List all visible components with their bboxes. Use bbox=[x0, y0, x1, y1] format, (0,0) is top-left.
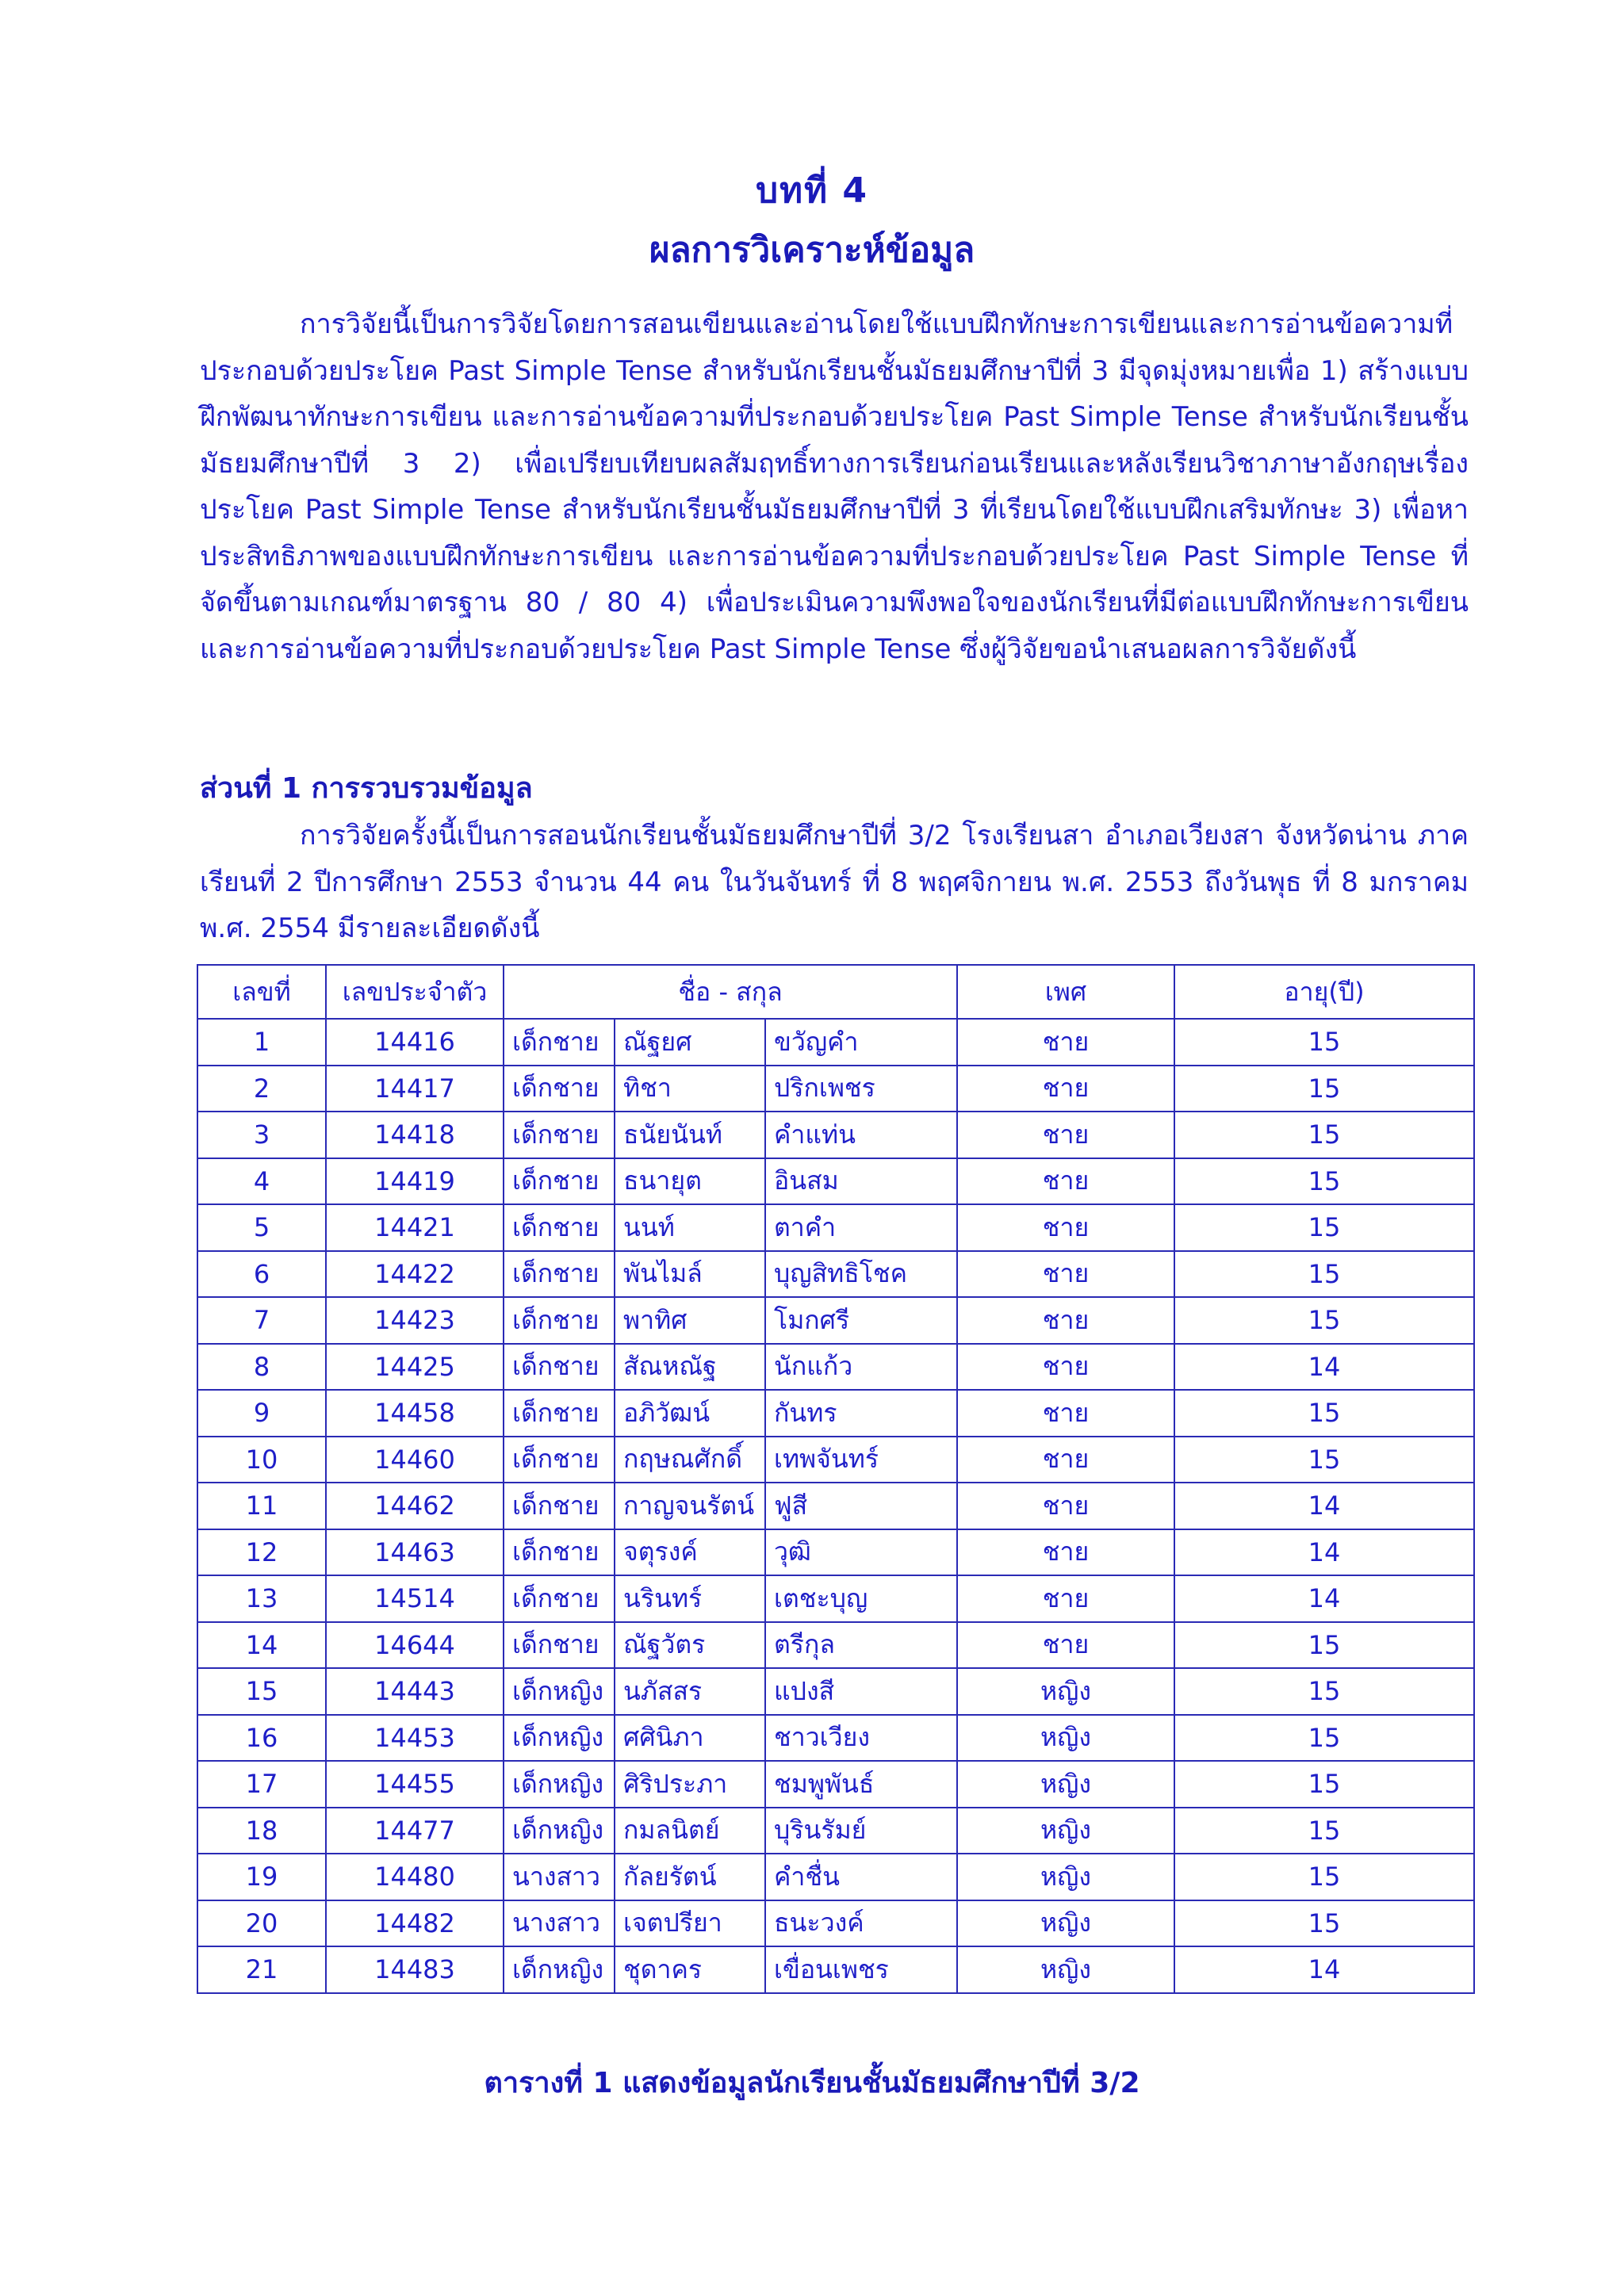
cell-prefix: เด็กชาย bbox=[504, 1204, 615, 1251]
cell-number: 15 bbox=[197, 1668, 326, 1715]
cell-age: 15 bbox=[1174, 1112, 1474, 1158]
cell-number: 16 bbox=[197, 1715, 326, 1762]
student-table bbox=[197, 964, 1475, 1994]
cell-last-name: นักแก้ว bbox=[765, 1344, 957, 1391]
table-row bbox=[197, 1112, 1474, 1158]
cell-age: 15 bbox=[1174, 1761, 1474, 1808]
cell-student-id: 14416 bbox=[326, 1019, 504, 1066]
cell-first-name: ณัฐยศ bbox=[615, 1019, 765, 1066]
cell-student-id: 14425 bbox=[326, 1344, 504, 1391]
cell-first-name: นภัสสร bbox=[615, 1668, 765, 1715]
cell-number: 7 bbox=[197, 1297, 326, 1344]
cell-number: 21 bbox=[197, 1946, 326, 1993]
cell-sex: หญิง bbox=[957, 1854, 1174, 1900]
cell-student-id: 14644 bbox=[326, 1622, 504, 1669]
cell-number: 4 bbox=[197, 1158, 326, 1205]
cell-last-name: ตรีกุล bbox=[765, 1622, 957, 1669]
cell-age: 15 bbox=[1174, 1066, 1474, 1112]
cell-age: 15 bbox=[1174, 1668, 1474, 1715]
cell-last-name: คำชื่น bbox=[765, 1854, 957, 1900]
cell-first-name: ธนายุต bbox=[615, 1158, 765, 1205]
cell-age: 15 bbox=[1174, 1715, 1474, 1762]
cell-sex: ชาย bbox=[957, 1066, 1174, 1112]
cell-sex: ชาย bbox=[957, 1390, 1174, 1437]
table-row bbox=[197, 1390, 1474, 1437]
cell-sex: ชาย bbox=[957, 1158, 1174, 1205]
table-row bbox=[197, 1297, 1474, 1344]
cell-last-name: แปงสี bbox=[765, 1668, 957, 1715]
cell-prefix: เด็กชาย bbox=[504, 1066, 615, 1112]
cell-last-name: ปริกเพชร bbox=[765, 1066, 957, 1112]
cell-age: 15 bbox=[1174, 1390, 1474, 1437]
cell-sex: ชาย bbox=[957, 1251, 1174, 1298]
cell-number: 18 bbox=[197, 1808, 326, 1854]
header-student-id: เลขประจำตัว bbox=[326, 965, 504, 1019]
cell-student-id: 14462 bbox=[326, 1483, 504, 1529]
cell-first-name: ชุดาคร bbox=[615, 1946, 765, 1993]
cell-age: 15 bbox=[1174, 1297, 1474, 1344]
table-row bbox=[197, 1251, 1474, 1298]
cell-last-name: กันทร bbox=[765, 1390, 957, 1437]
cell-number: 3 bbox=[197, 1112, 326, 1158]
cell-prefix: เด็กชาย bbox=[504, 1344, 615, 1391]
cell-age: 15 bbox=[1174, 1204, 1474, 1251]
cell-age: 14 bbox=[1174, 1344, 1474, 1391]
cell-last-name: ตาคำ bbox=[765, 1204, 957, 1251]
cell-last-name: เขื่อนเพชร bbox=[765, 1946, 957, 1993]
cell-student-id: 14422 bbox=[326, 1251, 504, 1298]
chapter-title: ผลการวิเคราะห์ข้อมูล bbox=[649, 230, 975, 270]
cell-sex: หญิง bbox=[957, 1761, 1174, 1808]
cell-first-name: ศศินิภา bbox=[615, 1715, 765, 1762]
cell-sex: ชาย bbox=[957, 1622, 1174, 1669]
cell-student-id: 14460 bbox=[326, 1437, 504, 1483]
cell-student-id: 14443 bbox=[326, 1668, 504, 1715]
cell-first-name: พาทิศ bbox=[615, 1297, 765, 1344]
cell-prefix: เด็กชาย bbox=[504, 1251, 615, 1298]
cell-prefix: เด็กหญิง bbox=[504, 1668, 615, 1715]
header-age: อายุ(ปี) bbox=[1174, 965, 1474, 1019]
cell-age: 15 bbox=[1174, 1900, 1474, 1947]
cell-student-id: 14458 bbox=[326, 1390, 504, 1437]
cell-prefix: เด็กหญิง bbox=[504, 1761, 615, 1808]
cell-sex: ชาย bbox=[957, 1297, 1174, 1344]
cell-first-name: จตุรงค์ bbox=[615, 1529, 765, 1576]
cell-last-name: บุรินรัมย์ bbox=[765, 1808, 957, 1854]
cell-prefix: เด็กชาย bbox=[504, 1112, 615, 1158]
cell-first-name: ศิริประภา bbox=[615, 1761, 765, 1808]
cell-age: 14 bbox=[1174, 1483, 1474, 1529]
cell-last-name: โมกศรี bbox=[765, 1297, 957, 1344]
cell-age: 15 bbox=[1174, 1019, 1474, 1066]
cell-number: 5 bbox=[197, 1204, 326, 1251]
table-caption: ตารางที่ 1 แสดงข้อมูลนักเรียนชั้นมัธยมศึกษาปีที่ 3/2 bbox=[484, 2067, 1140, 2099]
cell-student-id: 14419 bbox=[326, 1158, 504, 1205]
cell-last-name: ชมพูพันธ์ bbox=[765, 1761, 957, 1808]
cell-student-id: 14477 bbox=[326, 1808, 504, 1854]
cell-number: 2 bbox=[197, 1066, 326, 1112]
cell-last-name: วุฒิ bbox=[765, 1529, 957, 1576]
cell-number: 19 bbox=[197, 1854, 326, 1900]
cell-sex: ชาย bbox=[957, 1344, 1174, 1391]
table-row bbox=[197, 1437, 1474, 1483]
cell-prefix: เด็กชาย bbox=[504, 1437, 615, 1483]
table-row bbox=[197, 1946, 1474, 1993]
cell-first-name: กัลยรัตน์ bbox=[615, 1854, 765, 1900]
cell-sex: ชาย bbox=[957, 1529, 1174, 1576]
cell-number: 14 bbox=[197, 1622, 326, 1669]
table-row bbox=[197, 1019, 1474, 1066]
cell-prefix: เด็กชาย bbox=[504, 1390, 615, 1437]
cell-prefix: เด็กชาย bbox=[504, 1019, 615, 1066]
table-row bbox=[197, 1715, 1474, 1762]
table-row bbox=[197, 1483, 1474, 1529]
section-heading: ส่วนที่ 1 การรวบรวมข้อมูล bbox=[200, 772, 533, 805]
header-number: เลขที่ bbox=[197, 965, 326, 1019]
cell-prefix: เด็กชาย bbox=[504, 1529, 615, 1576]
cell-age: 15 bbox=[1174, 1158, 1474, 1205]
cell-sex: หญิง bbox=[957, 1946, 1174, 1993]
cell-sex: ชาย bbox=[957, 1019, 1174, 1066]
table-row bbox=[197, 1668, 1474, 1715]
cell-sex: ชาย bbox=[957, 1204, 1174, 1251]
cell-prefix: เด็กชาย bbox=[504, 1575, 615, 1622]
cell-prefix: เด็กชาย bbox=[504, 1622, 615, 1669]
cell-first-name: ทิชา bbox=[615, 1066, 765, 1112]
header-sex: เพศ bbox=[957, 965, 1174, 1019]
cell-number: 12 bbox=[197, 1529, 326, 1576]
chapter-number: บทที่ 4 bbox=[756, 170, 868, 211]
cell-first-name: สัณหณัฐ bbox=[615, 1344, 765, 1391]
cell-sex: หญิง bbox=[957, 1715, 1174, 1762]
cell-age: 14 bbox=[1174, 1946, 1474, 1993]
table-row bbox=[197, 1622, 1474, 1669]
cell-last-name: เตชะบุญ bbox=[765, 1575, 957, 1622]
cell-number: 11 bbox=[197, 1483, 326, 1529]
cell-last-name: ธนะวงค์ bbox=[765, 1900, 957, 1947]
cell-number: 17 bbox=[197, 1761, 326, 1808]
table-row bbox=[197, 1761, 1474, 1808]
cell-first-name: นนท์ bbox=[615, 1204, 765, 1251]
table-row bbox=[197, 1066, 1474, 1112]
cell-student-id: 14455 bbox=[326, 1761, 504, 1808]
cell-student-id: 14423 bbox=[326, 1297, 504, 1344]
cell-prefix: เด็กหญิง bbox=[504, 1946, 615, 1993]
cell-last-name: ชาวเวียง bbox=[765, 1715, 957, 1762]
cell-prefix: เด็กชาย bbox=[504, 1297, 615, 1344]
table-row bbox=[197, 1900, 1474, 1947]
cell-sex: หญิง bbox=[957, 1900, 1174, 1947]
cell-last-name: คำแท่น bbox=[765, 1112, 957, 1158]
cell-age: 15 bbox=[1174, 1808, 1474, 1854]
cell-first-name: กฤษณศักดิ์ bbox=[615, 1437, 765, 1483]
cell-number: 20 bbox=[197, 1900, 326, 1947]
cell-first-name: กาญจนรัตน์ bbox=[615, 1483, 765, 1529]
cell-sex: ชาย bbox=[957, 1112, 1174, 1158]
cell-student-id: 14483 bbox=[326, 1946, 504, 1993]
table-row bbox=[197, 1158, 1474, 1205]
table-row bbox=[197, 1204, 1474, 1251]
cell-sex: ชาย bbox=[957, 1483, 1174, 1529]
cell-student-id: 14453 bbox=[326, 1715, 504, 1762]
table-row bbox=[197, 1808, 1474, 1854]
cell-sex: ชาย bbox=[957, 1437, 1174, 1483]
cell-prefix: เด็กชาย bbox=[504, 1158, 615, 1205]
cell-age: 15 bbox=[1174, 1251, 1474, 1298]
cell-first-name: เจตปรียา bbox=[615, 1900, 765, 1947]
cell-sex: หญิง bbox=[957, 1808, 1174, 1854]
cell-student-id: 14480 bbox=[326, 1854, 504, 1900]
cell-student-id: 14417 bbox=[326, 1066, 504, 1112]
cell-first-name: พันไมล์ bbox=[615, 1251, 765, 1298]
cell-prefix: นางสาว bbox=[504, 1900, 615, 1947]
cell-prefix: เด็กหญิง bbox=[504, 1715, 615, 1762]
cell-age: 14 bbox=[1174, 1575, 1474, 1622]
cell-first-name: ณัฐวัตร bbox=[615, 1622, 765, 1669]
cell-sex: หญิง bbox=[957, 1668, 1174, 1715]
cell-age: 15 bbox=[1174, 1854, 1474, 1900]
cell-first-name: นรินทร์ bbox=[615, 1575, 765, 1622]
cell-student-id: 14418 bbox=[326, 1112, 504, 1158]
table-row bbox=[197, 1344, 1474, 1391]
cell-prefix: เด็กชาย bbox=[504, 1483, 615, 1529]
cell-first-name: ธนัยนันท์ bbox=[615, 1112, 765, 1158]
cell-last-name: ขวัญคำ bbox=[765, 1019, 957, 1066]
cell-sex: ชาย bbox=[957, 1575, 1174, 1622]
cell-first-name: อภิวัฒน์ bbox=[615, 1390, 765, 1437]
cell-student-id: 14482 bbox=[326, 1900, 504, 1947]
cell-prefix: เด็กหญิง bbox=[504, 1808, 615, 1854]
table-row bbox=[197, 1854, 1474, 1900]
cell-prefix: นางสาว bbox=[504, 1854, 615, 1900]
cell-student-id: 14421 bbox=[326, 1204, 504, 1251]
cell-student-id: 14514 bbox=[326, 1575, 504, 1622]
section-paragraph: การวิจัยครั้งนี้เป็นการสอนนักเรียนชั้นมัธยมศึกษาปีที่ 3/2 โรงเรียนสา อำเภอเวียงสา จังหวัดน่าน ภาคเรียนที่ 2 ปีการศึกษา 2553 จำนวน 44 คน ในวันจันทร์ ที่ 8 พฤศจิกายน พ.ศ. 2553 ถึงวันพุธ ที่ 8 มกราคม พ.ศ. 2554 มีรายละเอียดดังนี้ bbox=[200, 820, 1469, 944]
cell-age: 15 bbox=[1174, 1622, 1474, 1669]
cell-last-name: ฟูสี bbox=[765, 1483, 957, 1529]
table-row bbox=[197, 1575, 1474, 1622]
cell-number: 8 bbox=[197, 1344, 326, 1391]
cell-number: 13 bbox=[197, 1575, 326, 1622]
cell-number: 9 bbox=[197, 1390, 326, 1437]
table-body bbox=[197, 1019, 1474, 1993]
table-row bbox=[197, 1529, 1474, 1576]
cell-last-name: บุญสิทธิโชค bbox=[765, 1251, 957, 1298]
cell-student-id: 14463 bbox=[326, 1529, 504, 1576]
cell-number: 6 bbox=[197, 1251, 326, 1298]
cell-first-name: กมลนิตย์ bbox=[615, 1808, 765, 1854]
cell-last-name: เทพจันทร์ bbox=[765, 1437, 957, 1483]
cell-number: 1 bbox=[197, 1019, 326, 1066]
table-header-row bbox=[197, 965, 1474, 1019]
intro-paragraph: การวิจัยนี้เป็นการวิจัยโดยการสอนเขียนและอ่านโดยใช้แบบฝึกทักษะการเขียนและการอ่านข้อความที่ประกอบด้วยประโยค Past Simple Tense สำหรับนักเรียนชั้นมัธยมศึกษาปีที่ 3 มีจุดมุ่งหมายเพื่อ 1) สร้างแบบฝึกพัฒนาทักษะการเขียน และการอ่านข้อความที่ประกอบด้วยประโยค Past Simple Tense สำหรับนักเรียนชั้นมัธยมศึกษาปีที่ 3 2) เพื่อเปรียบเทียบผลสัมฤทธิ์ทางการเรียนก่อนเรียนและหลังเรียนวิชาภาษาอังกฤษเรื่องประโยค Past Simple Tense สำหรับนักเรียนชั้นมัธยมศึกษาปีที่ 3 ที่เรียนโดยใช้แบบฝึกเสริมทักษะ 3) เพื่อหาประสิทธิภาพของแบบฝึกทักษะการเขียน และการอ่านข้อความที่ประกอบด้วยประโยค Past Simple Tense ที่จัดขึ้นตามเกณฑ์มาตรฐาน 80 / 80 4) เพื่อประเมินความพึงพอใจของนักเรียนที่มีต่อแบบฝึกทักษะการเขียน และการอ่านข้อความที่ประกอบด้วยประโยค Past Simple Tense ซึ่งผู้วิจัยขอนำเสนอผลการวิจัยดังนี้ bbox=[200, 308, 1469, 665]
cell-age: 14 bbox=[1174, 1529, 1474, 1576]
cell-age: 15 bbox=[1174, 1437, 1474, 1483]
cell-number: 10 bbox=[197, 1437, 326, 1483]
header-name: ชื่อ - สกุล bbox=[504, 965, 957, 1019]
cell-last-name: อินสม bbox=[765, 1158, 957, 1205]
